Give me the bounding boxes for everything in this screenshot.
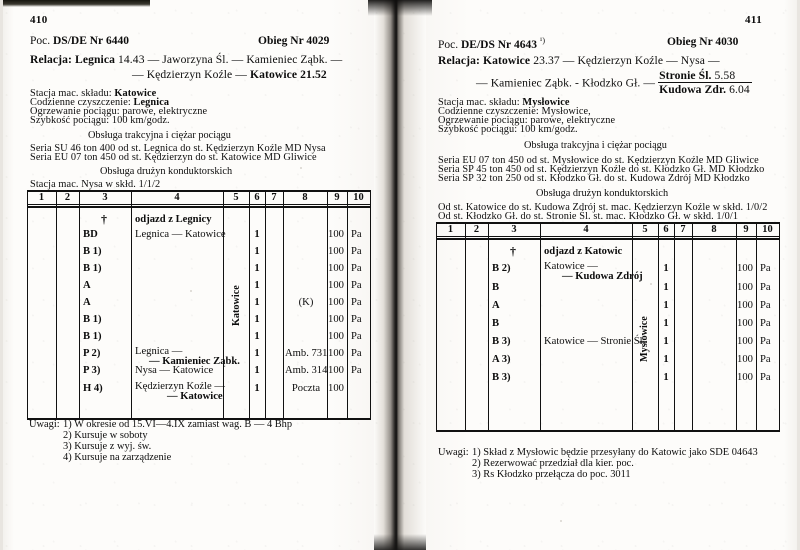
left-row-10-col6: 1 (254, 383, 260, 394)
right-row-4-col2: B (492, 318, 500, 329)
left-row-0-col4: odjazd z Legnicy (135, 214, 212, 225)
left-row-10-col8: Poczta (291, 383, 321, 394)
right-table (436, 222, 780, 437)
right-crew-line-0: Od st. Katowice do st. Kudowa Zdrój st. mac. Kędzierzyn Koźle w skłd. 1/0/2 (438, 202, 768, 213)
right-info-1-value: Mysłowice, (541, 106, 591, 117)
left-note-1 (63, 430, 148, 442)
scan-speck-3 (300, 167, 302, 169)
left-circulation (258, 35, 329, 47)
right-info-2-value: parowe, elektryczne (530, 115, 616, 126)
right-col-edge-3 (540, 222, 541, 432)
right-train-nr-label: Nr (497, 38, 512, 51)
left-info-3-value: 100 km/godz. (111, 115, 170, 126)
right-relation-dest-lower (658, 83, 752, 97)
right-row-2-col2: B (492, 282, 500, 293)
left-info-1-label: Codzienne czyszczenie: (30, 97, 131, 108)
right-row-5-col4: Katowice — Stronie Śl. (544, 336, 646, 347)
left-th-4: 4 (174, 192, 180, 203)
left-traction-line-1: Seria EU 07 ton 450 od st. Kędzierzyn do st. Katowice MD Gliwice (30, 152, 317, 163)
left-row-9-col6: 1 (254, 365, 260, 376)
left-th-5: 5 (233, 192, 239, 203)
right-row-1-col4b: — Kudowa Zdrój (562, 271, 643, 282)
left-info-3 (30, 115, 170, 126)
right-row-1-col10: Pa (760, 263, 771, 274)
left-row-2-col2: B 1) (83, 246, 102, 257)
right-train-header (438, 36, 545, 51)
left-row-1-col2: BD (83, 229, 98, 240)
left-row-2-col9: 100 (328, 246, 344, 257)
right-row-6-col9: 100 (737, 354, 753, 365)
right-info-2-label: Ogrzewanie pociągu: (438, 115, 528, 126)
left-circulation-number: 4029 (306, 35, 330, 47)
left-row-5-col9: 100 (328, 297, 344, 308)
left-th-10: 10 (353, 192, 364, 203)
right-traction-line-0: Seria EU 07 ton 450 od st. Mysłowice do st. Kędzierzyn Koźle MD Gliwice (438, 155, 759, 166)
right-row-1-col9: 100 (737, 263, 753, 274)
left-row-4-col6: 1 (254, 280, 260, 291)
left-col-edge-2 (79, 190, 80, 420)
left-row-1-col6: 1 (254, 229, 260, 240)
left-vertical-station-label: Katowice (231, 285, 242, 326)
right-info-1-label: Codzienne czyszczenie: (438, 106, 539, 117)
left-relation-line1-rest: 14.43 — Jaworzyna Śl. — Kamieniec Ząbk. — (118, 53, 343, 66)
left-train-nr-label: Nr (89, 35, 104, 47)
right-vertical-station-label: Mysłowice (639, 316, 650, 362)
right-traction-heading: Obsługa trakcyjna i ciężar pociągu (524, 140, 667, 151)
right-circulation (667, 36, 738, 48)
right-th-10: 10 (762, 224, 773, 235)
left-row-0-dagger: † (101, 212, 107, 226)
right-th-7: 7 (680, 224, 686, 235)
right-notes-label: Uwagi: (438, 447, 469, 458)
left-row-9-col9: 100 (328, 365, 344, 376)
left-row-6-col9: 100 (328, 314, 344, 325)
right-row-5-col6: 1 (663, 336, 669, 347)
left-note-1-marker: 2) (63, 430, 72, 441)
left-row-10-col2: H 4) (83, 383, 103, 394)
right-col-edge-7 (692, 222, 693, 432)
left-relation-label: Relacja: (30, 53, 73, 66)
left-row-8-col4b: — Kamieniec Ząbk. (149, 356, 240, 367)
left-col-edge-10 (370, 190, 371, 420)
left-row-8-col10: Pa (351, 348, 362, 359)
left-row-9-col8: Amb. 314 (285, 365, 328, 376)
right-crew-heading: Obsługa drużyn konduktorskich (536, 188, 669, 199)
right-row-2-col10: Pa (760, 282, 771, 293)
right-col-edge-2 (488, 222, 489, 432)
right-train-class: DE/DS (461, 38, 495, 51)
left-col-edge-0 (27, 190, 28, 420)
right-note-2 (472, 469, 631, 481)
left-row-3-col10: Pa (351, 263, 362, 274)
right-th-8: 8 (711, 224, 717, 235)
left-th-7: 7 (271, 192, 277, 203)
right-row-3-col10: Pa (760, 300, 771, 311)
left-row-7-col2: B 1) (83, 331, 102, 342)
right-th-9: 9 (743, 224, 749, 235)
right-row-1-col2: B 2) (492, 263, 511, 274)
left-row-6-col6: 1 (254, 314, 260, 325)
left-note-2-text: Kursuje z wyj. św. (74, 441, 152, 452)
scan-speck-4 (560, 520, 562, 522)
right-note-1-marker: 2) (472, 458, 481, 469)
left-th-1: 1 (38, 192, 45, 203)
right-traction-line-2: Seria SP 32 ton 250 od st. Kłodzko Gł. do st. Kudowa Zdrój MD Kłodzko (438, 173, 750, 184)
right-row-0-dagger: † (510, 244, 516, 258)
right-row-3-col6: 1 (663, 300, 669, 311)
left-relation-line-2 (132, 68, 327, 81)
left-row-4-col2: A (83, 280, 91, 291)
left-info-2-label: Ogrzewanie pociągu: (30, 106, 120, 117)
left-row-5-col2: A (83, 297, 91, 308)
right-row-7-col10: Pa (760, 372, 771, 383)
gutter-bottom-shadow (374, 534, 426, 550)
right-relation-dest-upper-time: 5.58 (714, 69, 736, 82)
left-train-class: DS/DE (53, 35, 87, 47)
left-row-5-col10: Pa (351, 297, 362, 308)
right-relation-dest-lower-time: 6.04 (729, 83, 750, 96)
left-note-3-marker: 4) (63, 452, 72, 463)
right-note-0-marker: 1) (472, 447, 481, 458)
right-page-number: 411 (745, 14, 763, 26)
right-note-1 (472, 458, 634, 470)
right-info-0-value: Mysłowice (522, 97, 570, 108)
right-relation-dest-upper-name: Stronie Śl. (659, 69, 712, 82)
left-row-1-col9: 100 (328, 229, 344, 240)
left-note-2 (63, 441, 151, 453)
left-info-0-label: Stacja mac. składu: (30, 88, 112, 99)
right-train-label: Poc. (438, 38, 459, 51)
right-row-5-col10: Pa (760, 336, 771, 347)
left-relation-line2-rest: — Kędzierzyn Koźle — (132, 68, 247, 81)
left-info-3-label: Szybkość pociągu: (30, 115, 110, 126)
left-relation-line-1 (30, 53, 342, 66)
left-info-0-value: Katowice (114, 88, 157, 99)
right-note-0 (472, 447, 758, 459)
right-info-3-value: 100 km/godz. (519, 124, 578, 135)
left-col-edge-9 (347, 190, 348, 420)
right-info-3 (438, 124, 578, 135)
right-relation-line1-rest: 23.37 — Kędzierzyn Koźle — Nysa — (533, 54, 720, 67)
left-row-9-col4: Nysa — Katowice (135, 365, 214, 376)
left-row-3-col9: 100 (328, 263, 344, 274)
left-th-8: 8 (302, 192, 308, 203)
left-row-10-col9: 100 (328, 383, 344, 394)
right-row-1-col6: 1 (663, 263, 669, 274)
right-note-2-marker: 3) (472, 469, 481, 480)
right-row-7-col9: 100 (737, 372, 753, 383)
left-traction-line-0: Seria SU 46 ton 400 od st. Legnica do st. Kędzierzyn Koźle MD Nysa (30, 143, 326, 154)
left-info-1-value: Legnica (133, 97, 170, 108)
left-row-10-col4: Kędzierzyn Koźle — (135, 381, 226, 392)
left-th-3: 3 (102, 192, 108, 203)
right-info-0-label: Stacja mac. składu: (438, 97, 520, 108)
right-relation-line2-rest: — Kamieniec Ząbk. - Kłodzko Gł. — (476, 76, 656, 90)
left-train-header (30, 35, 129, 47)
right-relation-dest-upper (658, 69, 752, 83)
left-row-4-col10: Pa (351, 280, 362, 291)
right-row-6-col2: A 3) (492, 354, 511, 365)
right-row-5-col2: B 3) (492, 336, 511, 347)
left-note-1-text: Kursuje w soboty (74, 430, 148, 441)
right-row-5-col9: 100 (737, 336, 753, 347)
left-row-6-col10: Pa (351, 314, 362, 325)
right-row-4-col6: 1 (663, 318, 669, 329)
left-row-8-col4: Legnica — (135, 346, 183, 357)
left-relation-origin: Legnica (75, 53, 116, 66)
left-row-8-col2: P 2) (83, 348, 101, 359)
left-row-7-col6: 1 (254, 331, 260, 342)
right-info-3-label: Szybkość pociągu: (438, 124, 518, 135)
left-paper-edge (0, 0, 3, 550)
right-circulation-number: 4030 (715, 36, 739, 48)
left-train-label: Poc. (30, 35, 51, 47)
right-row-6-col6: 1 (663, 354, 669, 365)
left-info-2-value: parowe, elektryczne (122, 106, 208, 117)
left-row-7-col9: 100 (328, 331, 344, 342)
left-relation-destination: Katowice 21.52 (250, 68, 327, 81)
right-row-3-col2: A (492, 300, 500, 311)
right-train-number-footnote: ¹) (539, 36, 545, 45)
right-row-4-col10: Pa (760, 318, 771, 329)
right-row-7-col6: 1 (663, 372, 669, 383)
left-row-1-col10: Pa (351, 229, 362, 240)
right-col-edge-6 (674, 222, 675, 432)
gutter-top-shadow (368, 0, 432, 16)
left-row-5-col6: 1 (254, 297, 260, 308)
left-row-2-col6: 1 (254, 246, 260, 257)
left-row-2-col10: Pa (351, 246, 362, 257)
left-note-2-marker: 3) (63, 441, 72, 452)
left-traction-heading: Obsługa trakcyjna i ciężar pociągu (88, 130, 231, 141)
left-col-edge-6 (265, 190, 266, 420)
left-th-9: 9 (334, 192, 340, 203)
right-row-7-col2: B 3) (492, 372, 511, 383)
right-train-number: 4643 (514, 38, 538, 51)
right-row-4-col9: 100 (737, 318, 753, 329)
right-col-edge-4 (632, 222, 633, 432)
left-crew-line-0: Stacja mac. Nysa w skłd. 1/1/2 (30, 179, 161, 190)
right-relation-line-1 (438, 54, 720, 67)
right-row-0-col4: odjazd z Katowic (544, 246, 623, 257)
left-row-8-col9: 100 (328, 348, 344, 359)
left-notes-label: Uwagi: (29, 419, 60, 430)
right-note-1-text: Rezerwować przedział dla kier. poc. (483, 458, 634, 469)
left-note-0-marker: 1) (63, 419, 72, 430)
left-col-edge-1 (56, 190, 57, 420)
left-row-3-col6: 1 (254, 263, 260, 274)
left-page-number: 410 (30, 14, 48, 26)
left-th-2: 2 (64, 192, 71, 203)
right-col-edge-0 (436, 222, 437, 432)
left-row-7-col10: Pa (351, 331, 362, 342)
left-col-edge-3 (131, 190, 132, 420)
right-col-edge-1 (465, 222, 466, 432)
right-row-2-col6: 1 (663, 282, 669, 293)
left-note-0-text: W okresie od 15.VI—4.IX zamiast wag. B — 4 Bhp (74, 419, 293, 430)
right-relation-label: Relacja: (438, 54, 481, 67)
right-th-3: 3 (511, 224, 517, 235)
left-note-0 (63, 419, 292, 431)
right-crew-line-1: Od st. Kłodzko Gł. do st. Stronie Śl. st. mac. Kłodzko Gł. w skłd. 1/0/1 (438, 211, 739, 222)
right-note-2-text: Rs Kłodzko przełącza do poc. 3011 (483, 469, 631, 480)
left-row-3-col2: B 1) (83, 263, 102, 274)
left-circulation-label: Obieg Nr (258, 35, 304, 47)
left-note-3-text: Kursuje na zarządzenie (74, 452, 172, 463)
left-row-9-col10: Pa (351, 365, 362, 376)
right-relation-destination-fraction (658, 69, 752, 97)
right-circulation-label: Obieg Nr (667, 36, 713, 48)
left-note-3 (63, 452, 171, 464)
right-relation-line-2 (476, 70, 752, 98)
right-row-6-col10: Pa (760, 354, 771, 365)
left-train-number: 6440 (106, 35, 130, 47)
left-row-8-col8: Amb. 731 (285, 348, 328, 359)
left-th-6: 6 (254, 192, 260, 203)
scan-speck-1 (190, 290, 192, 292)
left-row-6-col2: B 1) (83, 314, 102, 325)
left-row-10-col4b: — Katowice (167, 391, 223, 402)
right-th-4: 4 (583, 224, 589, 235)
right-traction-line-1: Seria SP 45 ton 450 od st. Kędzierzyn Koźle do st. Kłodzko Gł. MD Kłodzko (438, 164, 765, 175)
left-row-5-col8: (K) (298, 297, 314, 308)
scan-top-edge-shadow (0, 0, 150, 7)
right-th-1: 1 (447, 224, 454, 235)
right-col-edge-10 (779, 222, 780, 432)
left-row-1-col4: Legnica — Katowice (135, 229, 226, 240)
right-row-3-col9: 100 (737, 300, 753, 311)
left-row-8-col6: 1 (254, 348, 260, 359)
left-table (27, 190, 371, 435)
right-row-1-col4: Katowice — (544, 261, 598, 272)
scan-speck-2 (650, 283, 652, 285)
right-relation-dest-lower-name: Kudowa Zdr. (659, 83, 727, 96)
left-row-4-col9: 100 (328, 280, 344, 291)
right-relation-origin: Katowice (483, 54, 531, 67)
right-th-2: 2 (473, 224, 480, 235)
right-col-edge-9 (756, 222, 757, 432)
right-th-5: 5 (642, 224, 648, 235)
left-row-9-col2: P 3) (83, 365, 101, 376)
book-binding-gutter (374, 0, 426, 550)
right-note-0-text: Skład z Mysłowic będzie przesyłany do Katowic jako SDE 04643 (483, 447, 758, 458)
right-row-2-col9: 100 (737, 282, 753, 293)
right-th-6: 6 (663, 224, 669, 235)
left-crew-heading: Obsługa drużyn konduktorskich (100, 166, 233, 177)
